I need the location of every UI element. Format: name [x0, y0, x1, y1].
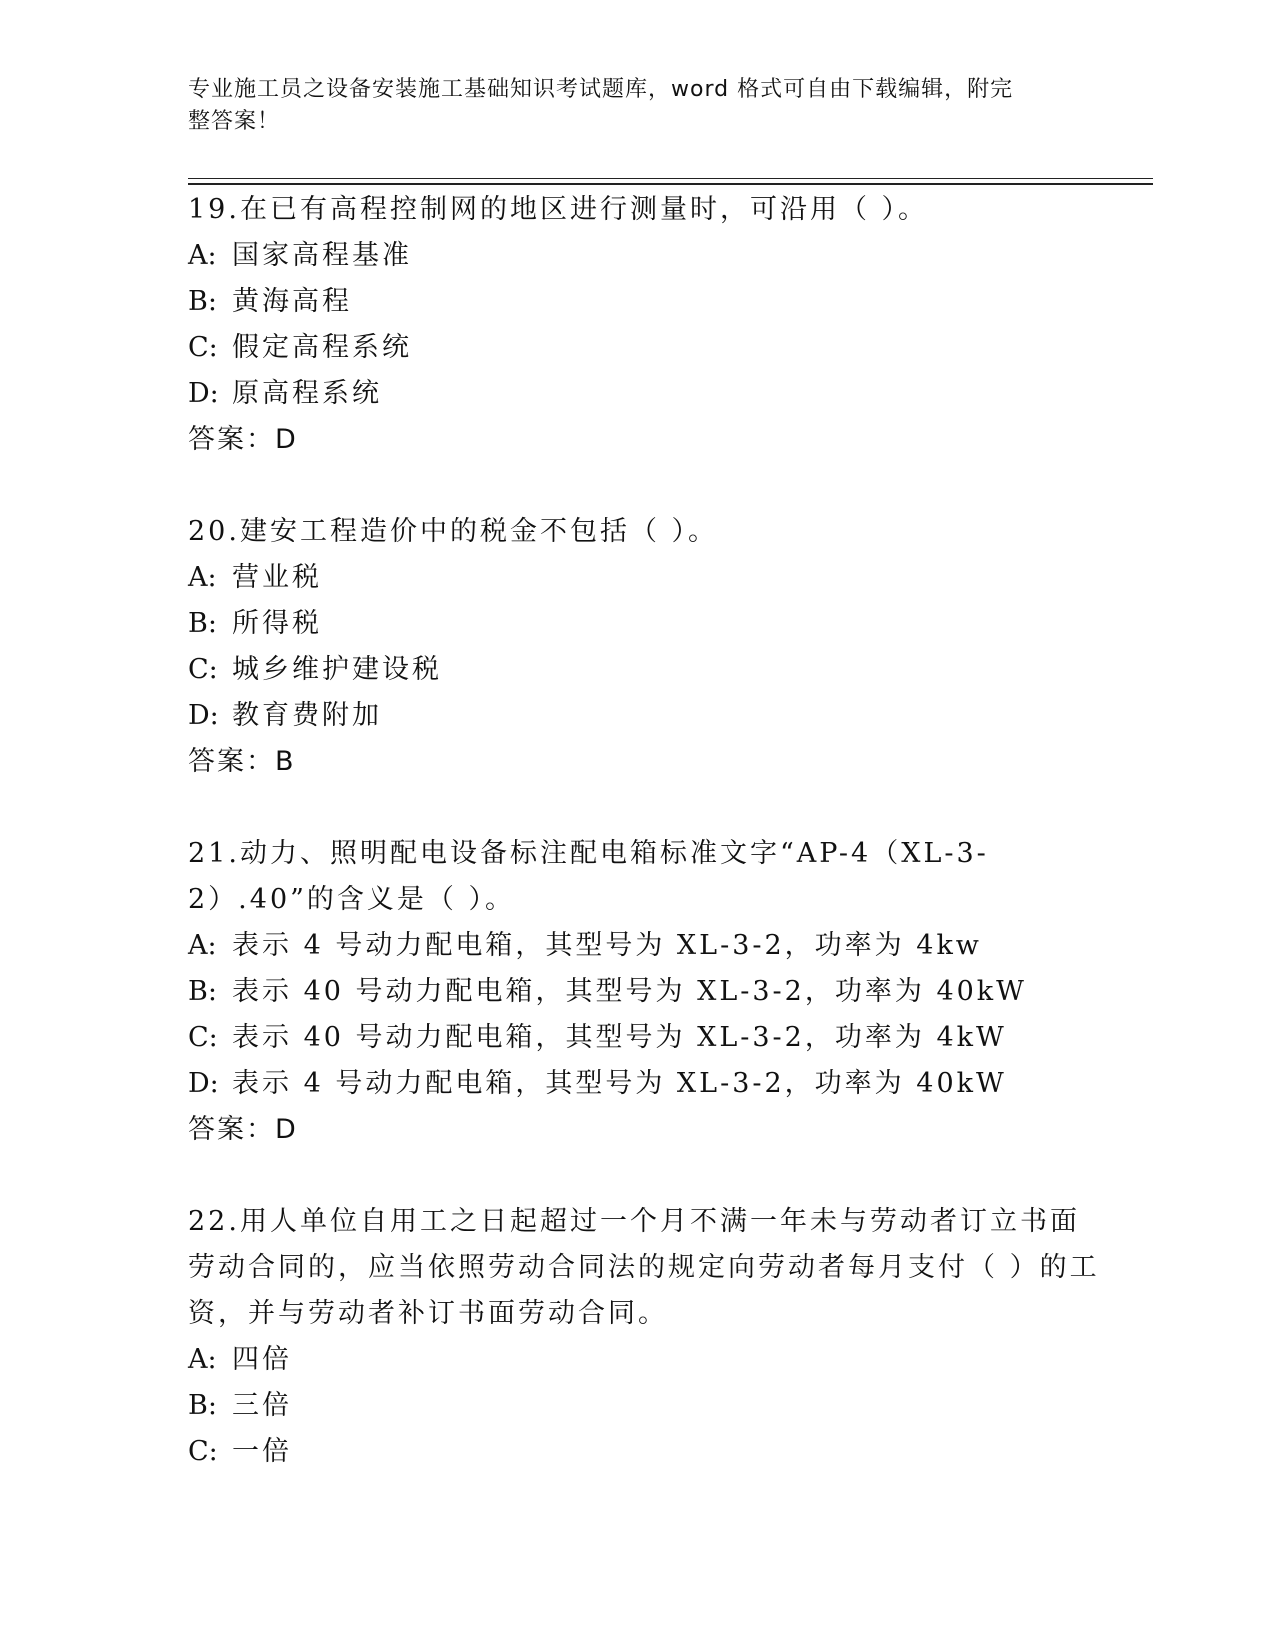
question-20: [188, 509, 1108, 785]
option-a: [188, 923, 1108, 969]
question-list: [188, 187, 1108, 1521]
option-label: C:: [188, 1436, 218, 1467]
option-label: B:: [188, 976, 217, 1007]
header-divider-thin: [188, 178, 1153, 179]
option-label: A:: [188, 930, 217, 961]
option-d: [188, 1061, 1108, 1107]
option-text: 表示 40 号动力配电箱，其型号为 XL-3-2，功率为 40kW: [232, 976, 1027, 1007]
question-stem: 21.动力、照明配电设备标注配电箱标准文字“AP-4（XL-3-2）.40”的含义是（ ）。: [188, 838, 989, 915]
option-label: A:: [188, 240, 217, 271]
option-b: [188, 1383, 1108, 1429]
option-text: 一倍: [232, 1436, 292, 1467]
option-text: 表示 4 号动力配电箱，其型号为 XL-3-2，功率为 4kw: [232, 930, 982, 961]
question-22: [188, 1199, 1108, 1475]
option-c: [188, 647, 1108, 693]
option-text: 表示 40 号动力配电箱，其型号为 XL-3-2，功率为 4kW: [232, 1022, 1007, 1053]
option-label: A:: [188, 562, 217, 593]
option-label: D:: [188, 1068, 219, 1099]
option-a: [188, 555, 1108, 601]
option-text: 四倍: [232, 1344, 292, 1375]
option-label: C:: [188, 332, 218, 363]
option-text: 营业税: [232, 562, 322, 593]
option-d: [188, 371, 1108, 417]
option-b: [188, 601, 1108, 647]
header-line-2: 整答案！: [188, 109, 281, 134]
option-b: [188, 969, 1108, 1015]
option-label: C:: [188, 1022, 218, 1053]
header-divider-thick: [188, 183, 1153, 185]
option-d: [188, 693, 1108, 739]
question-stem: 20.建安工程造价中的税金不包括（ ）。: [188, 516, 719, 547]
answer-line: 答案：D: [188, 1114, 298, 1145]
option-text: 原高程系统: [232, 378, 382, 409]
option-text: 黄海高程: [232, 286, 352, 317]
option-text: 三倍: [232, 1390, 292, 1421]
option-label: B:: [188, 286, 217, 317]
option-text: 教育费附加: [232, 700, 382, 731]
option-label: C:: [188, 654, 218, 685]
question-stem: 19.在已有高程控制网的地区进行测量时，可沿用（ ）。: [188, 194, 929, 225]
option-text: 假定高程系统: [232, 332, 412, 363]
question-19: [188, 187, 1108, 463]
question-21: [188, 831, 1108, 1153]
document-header: [188, 74, 1068, 138]
option-label: D:: [188, 378, 219, 409]
option-label: D:: [188, 700, 219, 731]
option-a: [188, 233, 1108, 279]
option-label: B:: [188, 608, 217, 639]
option-text: 表示 4 号动力配电箱，其型号为 XL-3-2，功率为 40kW: [232, 1068, 1007, 1099]
option-text: 所得税: [232, 608, 322, 639]
option-label: A:: [188, 1344, 217, 1375]
option-c: [188, 1015, 1108, 1061]
option-a: [188, 1337, 1108, 1383]
question-stem: 22.用人单位自用工之日起超过一个月不满一年未与劳动者订立书面劳动合同的，应当依照劳动合同法的规定向劳动者每月支付（ ）的工资，并与劳动者补订书面劳动合同。: [188, 1206, 1100, 1329]
option-label: B:: [188, 1390, 217, 1421]
header-line-1: 专业施工员之设备安装施工基础知识考试题库，word 格式可自由下载编辑，附完: [188, 77, 1014, 102]
answer-line: 答案：B: [188, 746, 296, 777]
option-c: [188, 325, 1108, 371]
option-c: [188, 1429, 1108, 1475]
option-text: 国家高程基准: [232, 240, 412, 271]
option-b: [188, 279, 1108, 325]
option-text: 城乡维护建设税: [232, 654, 442, 685]
answer-line: 答案：D: [188, 424, 298, 455]
